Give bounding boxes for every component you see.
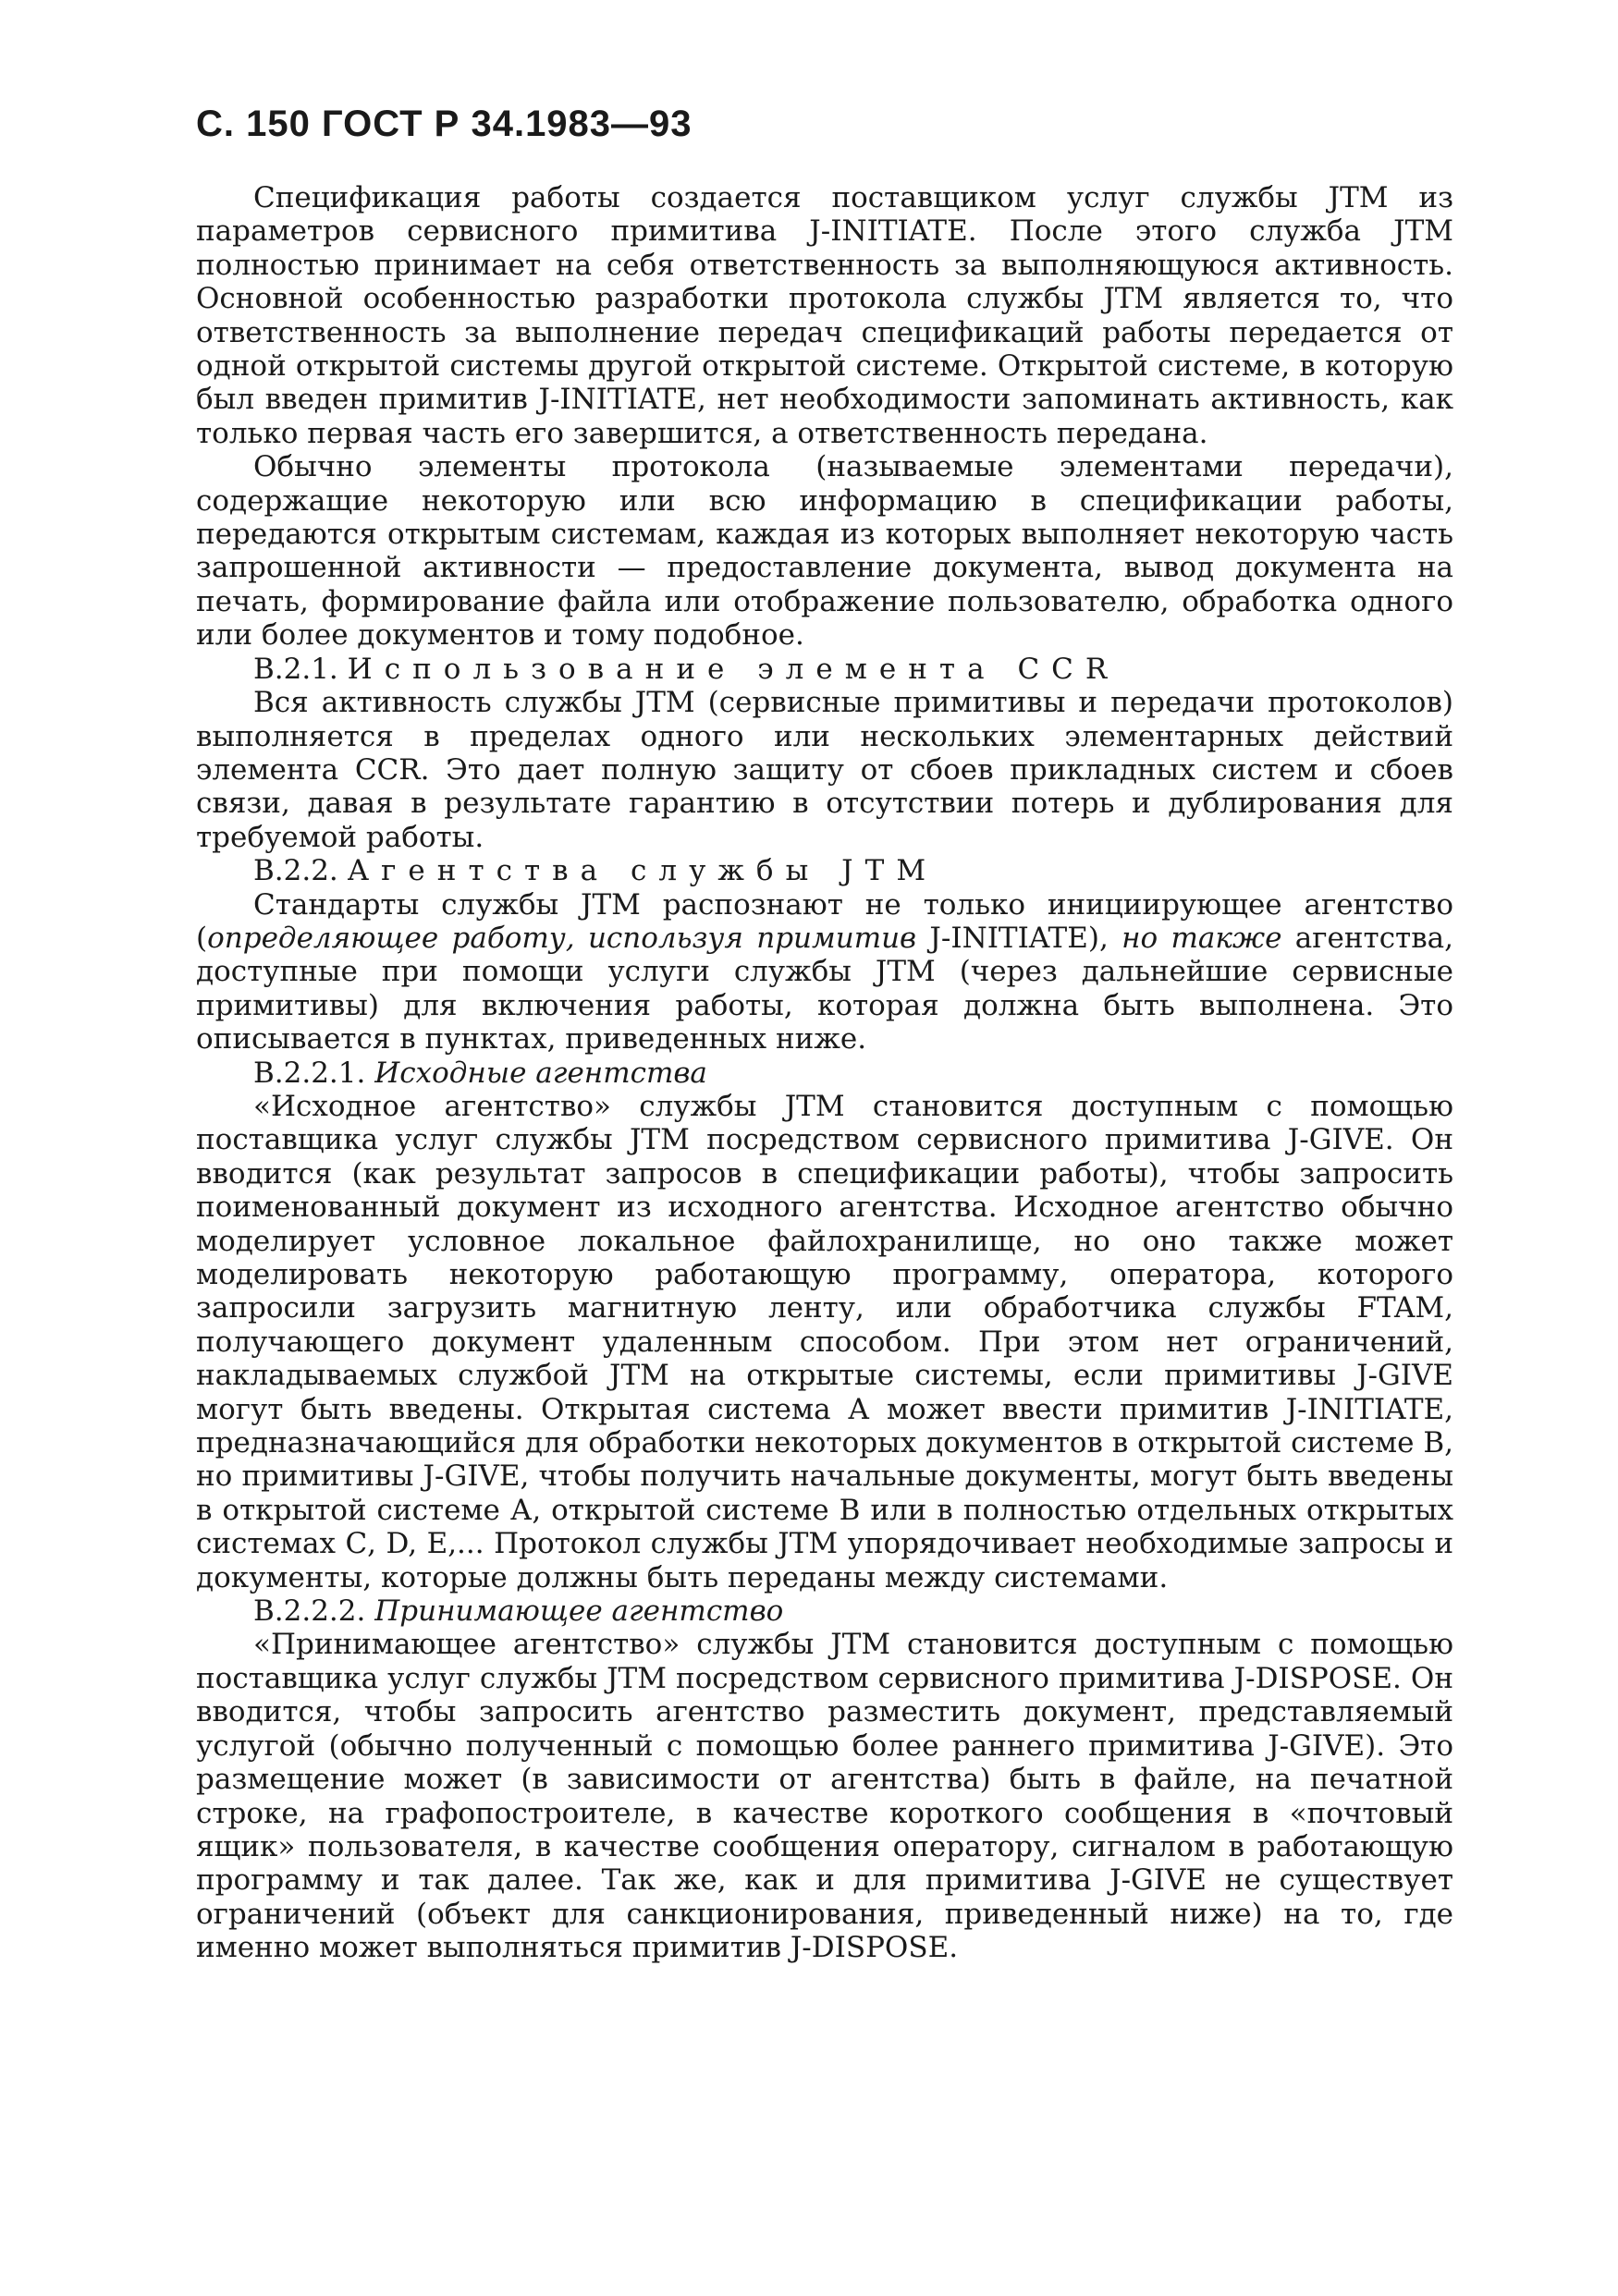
section-number: В.2.2.1. — [253, 1056, 366, 1090]
section-title: Использование элемента CCR — [347, 652, 1120, 686]
section-title: Агентства службы JTM — [347, 854, 938, 888]
section-number: В.2.1. — [253, 652, 338, 686]
section-title: Исходные агентства — [374, 1056, 707, 1090]
text-run: агентства, доступные при помощи услуги службы JTM (через дальнейшие сервисные примитивы) для включения работы, которая должна быть выполнена. Это описывается в пунктах, приведенных ниже. — [196, 921, 1453, 1056]
paragraph: Спецификация работы создается поставщиком услуг службы JTM из параметров сервисного примитива J-INITIATE. После этого служба JTM полностью принимает на себя ответственность за выполняющуюся активность. Основной особенностью разработки протокола службы JTM является то, что ответственность за выполнение передач спецификаций работы передается от одной открытой системы другой открытой системе. Открытой системе, в которую был введен примитив J-INITIATE, нет необходимости запоминать активность, как только первая часть его завершится, а ответственность передана. — [196, 181, 1453, 450]
text-run: J-INITIATE), — [916, 921, 1122, 955]
section-heading — [196, 653, 1453, 686]
paragraph — [196, 888, 1453, 1056]
section-number: В.2.2.2. — [253, 1594, 366, 1629]
italic-text: но также — [1122, 921, 1282, 955]
paragraph: «Исходное агентство» службы JTM становится доступным с помощью поставщика услуг службы JTM посредством сервисного примитива J-GIVE. Он вводится (как результат запросов в спецификации работы), чтобы запросить поименованный документ из исходного агентства. Исходное агентство обычно моделирует условное локальное файлохранилище, но оно также может моделировать некоторую работающую программу, оператора, которого запросили загрузить магнитную ленту, или обработчика службы FTAM, получающего документ удаленным способом. При этом нет ограничений, накладываемых службой JTM на открытые системы, если примитивы J-GIVE могут быть введены. Открытая система А может ввести примитив J-INITIATE, предназначающийся для обработки некоторых документов в открытой системе В, но примитивы J-GIVE, чтобы получить начальные документы, могут быть введены в открытой системе А, открытой системе В или в полностью отдельных открытых системах С, D, E,... Протокол службы JTM упорядочивает необходимые запросы и документы, которые должны быть переданы между системами. — [196, 1089, 1453, 1594]
document-body — [196, 181, 1453, 1965]
paragraph: «Принимающее агентство» службы JTM становится доступным с помощью поставщика услуг службы JTM посредством сервисного примитива J-DISPOSE. Он вводится, чтобы запросить агентство разместить документ, представляемый услугой (обычно полученный с помощью более раннего примитива J-GIVE). Это размещение может (в зависимости от агентства) быть в файле, на печатной строке, на графопостроителе, в качестве короткого сообщения в «почтовый ящик» пользователя, в качестве сообщения оператору, сигналом в работающую программу и так далее. Так же, как и для примитива J-GIVE не существует ограничений (объект для санкционирования, приведенный ниже) на то, где именно может выполняться примитив J-DISPOSE. — [196, 1628, 1453, 1965]
italic-text: определяющее работу, используя примитив — [207, 921, 917, 955]
text-run: Стандарты службы JTM распознают не только инициирующее агентство ( — [196, 887, 1453, 955]
page-header: С. 150 ГОСТ Р 34.1983—93 — [196, 104, 693, 144]
section-heading — [196, 1056, 1453, 1090]
paragraph: Вся активность службы JTM (сервисные примитивы и передачи протоколов) выполняется в пределах одного или нескольких элементарных действий элемента CCR. Это дает полную защиту от сбоев прикладных систем и сбоев связи, давая в результате гарантию в отсутствии потерь и дублирования для требуемой работы. — [196, 686, 1453, 854]
section-title: Принимающее агентство — [374, 1594, 784, 1629]
section-heading — [196, 854, 1453, 887]
section-number: В.2.2. — [253, 854, 338, 888]
paragraph: Обычно элементы протокола (называемые элементами передачи), содержащие некоторую или всю информацию в спецификации работы, передаются открытым системам, каждая из которых выполняет некоторую часть запрошенной активности — предоставление документа, вывод документа на печать, формирование файла или отображение пользователю, обработка одного или более документов и тому подобное. — [196, 450, 1453, 653]
section-heading — [196, 1594, 1453, 1628]
